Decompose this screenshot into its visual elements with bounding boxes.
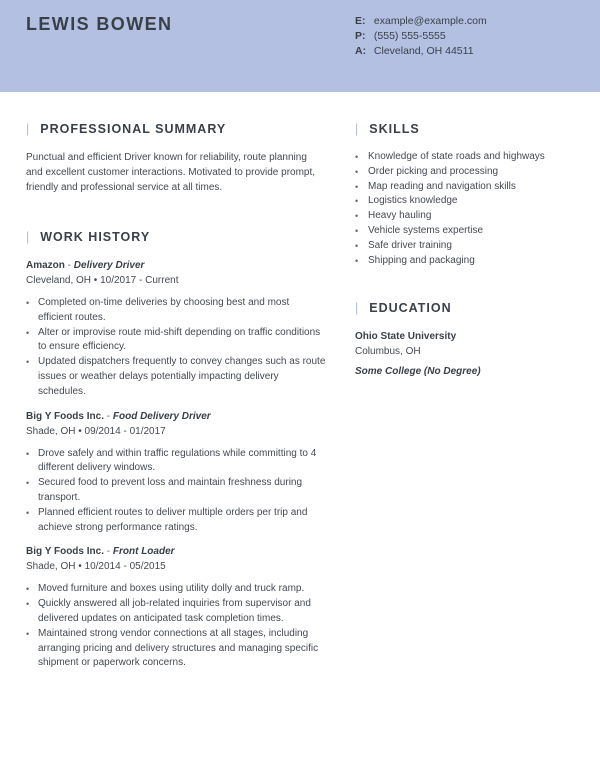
education-degree: Some College (No Degree) [355, 366, 481, 378]
bullet-icon: • [355, 181, 359, 192]
skill-text: Knowledge of state roads and highways [368, 151, 545, 162]
summary-heading [26, 121, 326, 137]
summary-text: Punctual and efficient Driver known for reliability, route planning and excellent customer interactions. Motivated to provide prompt, friendly and professional service at all times. [26, 152, 316, 193]
contact-address [355, 44, 487, 59]
list-item [355, 224, 585, 239]
job-role: Front Loader [112, 546, 175, 558]
job-bullets [26, 296, 326, 400]
bullet-icon: • [26, 478, 30, 489]
bullet-text: Updated dispatchers frequently to convey changes such as route issues or weather delays potentially impacting delivery schedules. [38, 356, 326, 397]
list-item [355, 150, 585, 165]
education-heading [355, 300, 585, 316]
skills-list [355, 150, 585, 268]
list-item [26, 506, 326, 536]
list-item [26, 355, 326, 399]
bullet-icon: • [26, 448, 30, 459]
list-item [26, 582, 326, 597]
skill-text: Logistics knowledge [368, 195, 458, 207]
job-sep: - [64, 260, 74, 271]
job-title [26, 258, 326, 273]
job-meta: Cleveland, OH • 10/2017 - Current [26, 275, 179, 286]
contact-block [355, 14, 487, 59]
contact-phone-key: P: [355, 30, 366, 42]
education-location: Columbus, OH [355, 346, 421, 358]
contact-phone [355, 29, 487, 44]
bullet-icon: • [26, 507, 30, 518]
job-entry [26, 409, 326, 536]
skill-text: Vehicle systems expertise [368, 224, 484, 236]
job-bullets [26, 447, 326, 536]
bullet-icon: • [355, 240, 359, 251]
left-column [26, 121, 326, 671]
skill-text: Heavy hauling [368, 210, 432, 222]
bullet-text: Quickly answered all job-related inquiries from supervisor and delivered updates on anticipated task completion times. [38, 598, 311, 624]
bullet-icon: • [355, 225, 359, 236]
job-meta: Shade, OH • 09/2014 - 01/2017 [26, 425, 166, 437]
contact-address-key: A: [355, 45, 367, 57]
list-item [26, 627, 326, 671]
bullet-icon: • [355, 211, 359, 222]
list-item [26, 597, 326, 627]
bullet-text: Maintained strong vendor connections at all stages, including arranging pricing and delivery structures and managing specific shipment or paperwork concerns. [38, 627, 319, 669]
list-item [355, 194, 585, 209]
heading-bar: | [26, 122, 31, 136]
list-item [26, 326, 326, 356]
bullet-icon: • [26, 584, 30, 595]
work-heading-text: WORK HISTORY [40, 230, 151, 244]
job-title [26, 544, 326, 559]
job-meta: Shade, OH • 10/2014 - 05/2015 [26, 561, 166, 573]
list-item [355, 239, 585, 254]
summary-heading-text: PROFESSIONAL SUMMARY [40, 122, 227, 136]
job-sep: - [103, 546, 113, 558]
header-band [0, 0, 600, 92]
education-school: Ohio State University [355, 331, 457, 343]
bullet-icon: • [26, 628, 30, 639]
bullet-icon: • [26, 357, 30, 368]
bullet-icon: • [355, 255, 359, 266]
job-company: Amazon [26, 260, 65, 271]
skill-text: Order picking and processing [368, 165, 499, 177]
education-heading-text: EDUCATION [369, 301, 452, 316]
contact-email-value[interactable]: example@example.com [373, 15, 487, 27]
right-column [355, 121, 585, 379]
skills-heading-text: SKILLS [369, 122, 420, 136]
heading-bar: | [355, 301, 360, 316]
bullet-text: Planned efficient routes to deliver multiple orders per trip and achieve strong performance ratings. [38, 506, 308, 533]
contact-address-value: Cleveland, OH 44511 [373, 45, 474, 57]
heading-bar: | [26, 230, 31, 244]
work-heading [26, 229, 326, 245]
bullet-icon: • [355, 166, 359, 177]
heading-bar: | [355, 122, 360, 136]
contact-phone-value[interactable]: (555) 555-5555 [373, 30, 446, 42]
skill-text: Safe driver training [368, 239, 452, 251]
job-sep: - [103, 410, 113, 422]
list-item [26, 447, 326, 477]
bullet-text: Alter or improvise route mid-shift depending on traffic conditions to ensure efficiency. [38, 326, 321, 353]
bullet-text: Secured food to prevent loss and maintain freshness during transport. [38, 477, 303, 503]
job-company: Big Y Foods Inc. [26, 546, 104, 558]
job-title [26, 409, 326, 424]
list-item [26, 476, 326, 506]
list-item [355, 180, 585, 195]
skills-heading [355, 121, 585, 137]
job-role: Delivery Driver [73, 260, 145, 271]
list-item [26, 296, 326, 326]
job-role: Food Delivery Driver [112, 410, 211, 422]
candidate-name: LEWIS BOWEN [26, 14, 173, 34]
job-entry [26, 258, 326, 400]
bullet-text: Drove safely and within traffic regulations while committing to 4 different delivery windows. [38, 447, 317, 474]
contact-email-key: E: [355, 15, 366, 27]
list-item [355, 165, 585, 180]
bullet-text: Completed on-time deliveries by choosing best and most efficient routes. [38, 297, 290, 323]
job-bullets [26, 582, 326, 671]
contact-email [355, 14, 487, 29]
skill-text: Shipping and packaging [368, 254, 475, 266]
list-item [355, 209, 585, 224]
bullet-icon: • [26, 599, 30, 610]
bullet-icon: • [355, 152, 359, 162]
bullet-text: Moved furniture and boxes using utility dolly and truck ramp. [38, 583, 305, 595]
job-company: Big Y Foods Inc. [26, 410, 104, 422]
list-item [355, 254, 585, 269]
skill-text: Map reading and navigation skills [368, 180, 516, 192]
bullet-icon: • [26, 298, 30, 308]
bullet-icon: • [26, 327, 30, 338]
bullet-icon: • [355, 196, 359, 207]
job-entry [26, 544, 326, 671]
